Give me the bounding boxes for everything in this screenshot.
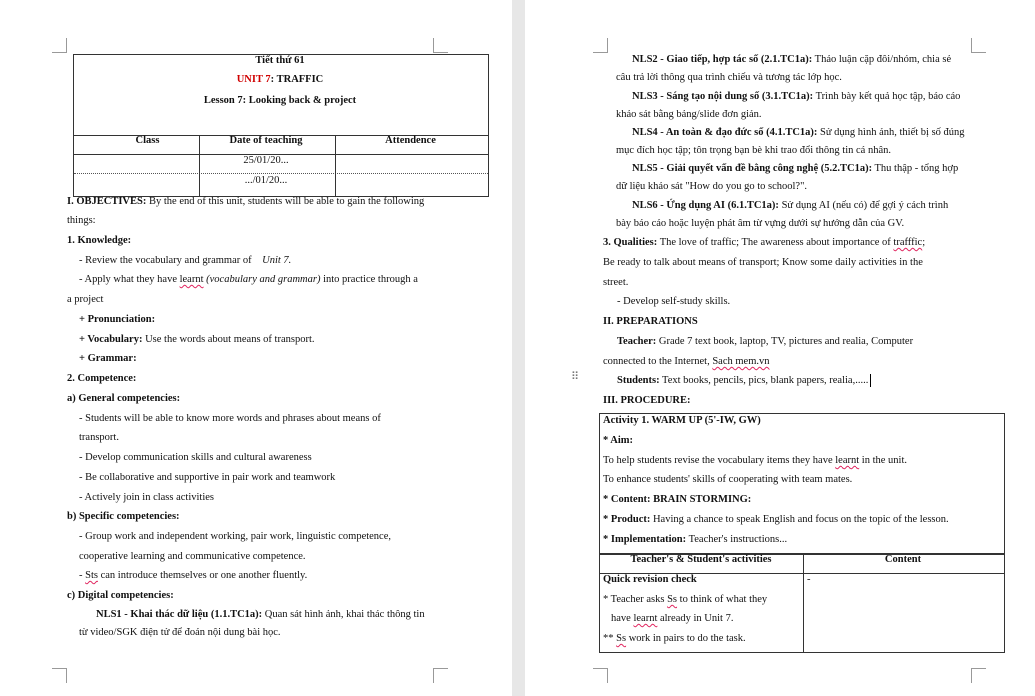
specific-competencies-heading: b) Specific competencies:: [67, 511, 180, 522]
crop-mark: [433, 38, 448, 53]
row-line-2: have learnt already in Unit 7.: [611, 613, 734, 624]
crop-mark: [52, 38, 67, 53]
qualities-line: 3. Qualities: The love of traffic; The awareness about importance of trafffic;: [603, 237, 926, 248]
activity-title: Activity 1. WARM UP (5'-IW, GW): [603, 415, 761, 426]
nls3-line: NLS3 - Sáng tạo nội dung số (3.1.TC1a): Trình bày kết quả học tập, báo cáo: [632, 91, 961, 102]
aim-heading: * Aim:: [603, 435, 634, 446]
implementation-line: * Implementation: Teacher's instructions...: [603, 534, 788, 545]
col-content: Content: [884, 554, 922, 565]
date-2: .../01/20...: [244, 175, 288, 186]
nls5-line: NLS5 - Giải quyết vấn đề bằng công nghệ (5.2.TC1a): Thu thập - tổng hợp: [632, 163, 959, 174]
digital-competencies-heading: c) Digital competencies:: [67, 590, 174, 601]
nls2-line: NLS2 - Giao tiếp, hợp tác số (2.1.TC1a): Thảo luận cặp đôi/nhóm, chia sẻ: [632, 54, 952, 65]
nls4-line: NLS4 - An toàn & đạo đức số (4.1.TC1a): Sử dụng hình ảnh, thiết bị số đúng: [632, 127, 965, 138]
row-heading: Quick revision check: [603, 574, 697, 585]
crop-mark: [433, 668, 448, 683]
lesson-title: Lesson 7: Looking back & project: [203, 95, 357, 106]
vocabulary-line: + Vocabulary: Use the words about means of transport.: [79, 334, 315, 345]
teacher-line-2: connected to the Internet, Sach mem.vn: [603, 356, 770, 367]
specific-item-2: - Sts can introduce themselves or one another fluently.: [79, 570, 308, 581]
crop-mark: [971, 668, 986, 683]
product-line: * Product: Having a chance to speak English and focus on the topic of the lesson.: [603, 514, 949, 525]
objectives-line: I. OBJECTIVES: By the end of this unit, students will be able to gain the following: [67, 196, 425, 207]
aim-line-2: To enhance students' skills of cooperating with team mates.: [603, 474, 853, 485]
knowledge-item-1: - Review the vocabulary and grammar of Unit 7.: [79, 255, 292, 266]
nls5-line-2: dữ liệu khảo sát "How do you go to school?".: [616, 181, 807, 192]
competence-heading: 2. Competence:: [67, 373, 137, 384]
document-page-1: [0, 0, 512, 696]
aim-line-1: To help students revise the vocabulary items they have learnt in the unit.: [603, 455, 907, 466]
crop-mark: [971, 38, 986, 53]
knowledge-item-2: - Apply what they have learnt (vocabulary and grammar) into practice through a: [79, 274, 418, 285]
col-date: Date of teaching: [229, 135, 303, 146]
general-item-3: - Be collaborative and supportive in pair work and teamwork: [79, 472, 336, 483]
col-class: Class: [135, 135, 160, 146]
content-heading: * Content: BRAIN STORMING:: [603, 494, 752, 505]
general-item-2: - Develop communication skills and cultural awareness: [79, 452, 312, 463]
date-1: 25/01/20...: [243, 155, 289, 166]
knowledge-item-2-cont: a project: [67, 294, 104, 305]
nls2-line-2: câu trả lời thông qua trình chiếu và tương tác lớp học.: [616, 72, 842, 83]
nls6-line: NLS6 - Ứng dụng AI (6.1.TC1a): Sử dụng AI (nếu có) để gợi ý cách trình: [632, 200, 949, 211]
procedure-heading: III. PROCEDURE:: [603, 395, 691, 406]
qualities-line-4: - Develop self-study skills.: [617, 296, 731, 307]
nls6-line-2: bày báo cáo hoặc luyện phát âm từ vựng dưới sự hướng dẫn của GV.: [616, 218, 905, 229]
table-column-divider: [803, 553, 804, 652]
nls3-line-2: khảo sát bằng bảng/slide đơn giản.: [616, 109, 762, 120]
row-line-1: * Teacher asks Ss to think of what they: [603, 594, 768, 605]
general-item-4: - Actively join in class activities: [79, 492, 215, 503]
row-line-3: ** Ss work in pairs to do the task.: [603, 633, 746, 644]
specific-item-1: - Group work and independent working, pair work, linguistic competence,: [79, 531, 392, 542]
knowledge-heading: 1. Knowledge:: [67, 235, 132, 246]
objectives-line-2: things:: [67, 215, 96, 226]
students-line: Students: Text books, pencils, pics, blank papers, realia,.....: [617, 374, 871, 388]
text-cursor: [870, 374, 871, 387]
nls1-line-2: từ video/SGK điện tử để đoán nội dung bài học.: [79, 627, 281, 638]
general-competencies-heading: a) General competencies:: [67, 393, 181, 404]
grammar-heading: + Grammar:: [79, 353, 137, 364]
lesson-number: Tiết thứ 61: [255, 55, 305, 66]
crop-mark: [52, 668, 67, 683]
preparations-heading: II. PREPARATIONS: [603, 316, 698, 327]
content-cell: -: [807, 574, 811, 585]
nls4-line-2: mục đích học tập; tôn trọng bạn bè khi trao đổi thông tin cá nhân.: [616, 145, 891, 156]
unit-title: UNIT 7: TRAFFIC: [236, 74, 324, 85]
qualities-line-3: street.: [603, 277, 629, 288]
document-page-2: [525, 0, 1035, 696]
crop-mark: [593, 38, 608, 53]
nls1-line: NLS1 - Khai thác dữ liệu (1.1.TC1a): Quan sát hình ảnh, khai thác thông tin: [96, 609, 425, 620]
col-attendence: Attendence: [385, 135, 436, 146]
pronunciation-heading: + Pronunciation:: [79, 314, 156, 325]
specific-item-1-cont: cooperative learning and communicative competence.: [79, 551, 306, 562]
qualities-line-2: Be ready to talk about means of transport; Know some daily activities in the: [603, 257, 923, 268]
crop-mark: [593, 668, 608, 683]
general-item-1: - Students will be able to know more words and phrases about means of: [79, 413, 381, 424]
general-item-1-cont: transport.: [79, 432, 119, 443]
drag-handle-icon[interactable]: ⠿: [571, 371, 579, 383]
col-activities: Teacher's & Student's activities: [630, 554, 772, 565]
teacher-line: Teacher: Grade 7 text book, laptop, TV, pictures and realia, Computer: [617, 336, 914, 347]
